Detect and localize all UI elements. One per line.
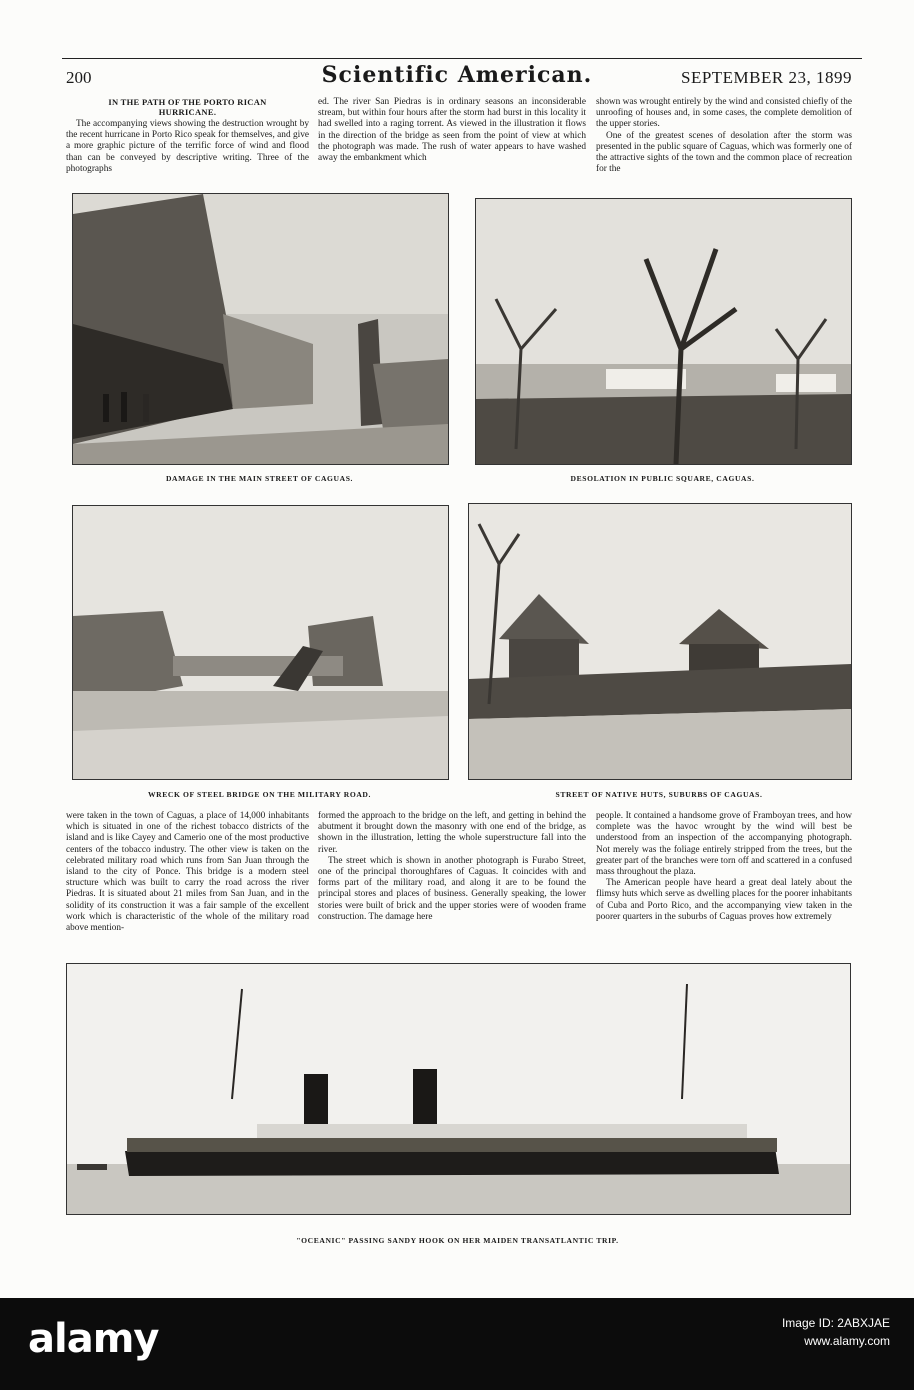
top-rule — [62, 58, 862, 59]
image-id: Image ID: 2ABXJAE — [781, 1316, 890, 1330]
article-mid-column-2 — [318, 811, 586, 923]
caption-photo-1: DAMAGE IN THE MAIN STREET OF CAGUAS. — [165, 474, 354, 483]
caption-photo-2: DESOLATION IN PUBLIC SQUARE, CAGUAS. — [570, 474, 755, 483]
caption-photo-4: STREET OF NATIVE HUTS, SUBURBS OF CAGUAS. — [555, 790, 763, 799]
article-paragraph: formed the approach to the bridge on the left, and getting in behind the abutment it brought down the masonry with one end of the bridge, as shown in the illustration, letting the whole superstructure fall into the river. — [318, 811, 586, 855]
article-paragraph: shown was wrought entirely by the wind and consisted chiefly of the unroofing of houses and, in some cases, the complete demolition of the upper stories. — [596, 97, 852, 130]
article-top-column-3 — [596, 97, 852, 175]
article-top-column-1 — [66, 97, 309, 175]
photo-public-square-caguas — [475, 198, 852, 465]
article-paragraph: The American people have heard a great deal lately about the flimsy huts which serve as dwelling places for the poorer inhabitants of Cuba and Porto Rico, and the accompanying view taken in the poorer quarters in the suburbs of Caguas proves how extremely — [596, 878, 852, 922]
caption-photo-3: WRECK OF STEEL BRIDGE ON THE MILITARY ROAD. — [147, 790, 371, 799]
photo-native-huts — [468, 503, 852, 780]
article-top-column-2 — [318, 97, 586, 164]
article-title: IN THE PATH OF THE PORTO RICAN HURRICANE. — [108, 97, 267, 117]
caption-photo-5: "OCEANIC" PASSING SANDY HOOK ON HER MAIDEN TRANSATLANTIC TRIP. — [296, 1236, 619, 1245]
photo-main-street-caguas — [72, 193, 449, 465]
article-paragraph: The accompanying views showing the destruction wrought by the recent hurricane in Porto Rico speak for themselves, and give a more graphic picture of the terrific force of wind and flood than can be conveyed by descriptive writing. Three of the photographs — [66, 119, 309, 174]
image-id-block — [782, 1314, 890, 1350]
page-number: 200 — [66, 68, 92, 87]
article-mid-column-1 — [66, 811, 309, 934]
alamy-logo: alamy — [28, 1316, 159, 1362]
article-paragraph: people. It contained a handsome grove of Framboyan trees, and how complete was the havoc wrought by the wind will best be understood from an inspection of the accompanying photograph. Not merely was the foliage entirely stripped from the trees, but the greater part of the branches were torn off and scattered in a confused mass throughout the plaza. — [596, 811, 852, 878]
photo-steel-bridge-wreck — [72, 505, 449, 780]
article-paragraph: The street which is shown in another photograph is Furabo Street, one of the principal thoroughfares of Caguas. It coincides with and forms part of the military road, and along it are to be found the principal stores and places of business. Generally speaking, the lower stories were built of brick and the upper stories were of wooden frame construction. The damage here — [318, 855, 586, 922]
alamy-url: www.alamy.com — [804, 1334, 890, 1348]
article-mid-column-3 — [596, 811, 852, 923]
masthead: Scientific American. — [321, 62, 593, 88]
article-paragraph: ed. The river San Piedras is in ordinary seasons an inconsiderable stream, but within four hours after the storm had burst in this locality it had swelled into a raging torrent. As viewed in the illustration it flows in the direction of the bridge as seen from the point of view at which the photograph was made. The rush of water appears to have washed away the embankment which — [318, 97, 586, 164]
article-paragraph: One of the greatest scenes of desolation after the storm was presented in the public square of Caguas, which was formerly one of the attractive sights of the town and the common place of recreation for the — [596, 130, 852, 175]
stock-watermark-bar — [0, 1298, 914, 1390]
issue-date: SEPTEMBER 23, 1899 — [681, 68, 852, 87]
photo-oceanic-steamship — [66, 963, 851, 1215]
article-paragraph: were taken in the town of Caguas, a place of 14,000 inhabitants which is situated in one of the richest tobacco districts of the island and is like Cayey and Camerio one of the most productive centers of the tobacco industry. The other view is taken on the celebrated military road which runs from San Juan through the island to the city of Ponce. This bridge is a modern steel structure which was built to carry the road across the river Piedras. It is situated about 21 miles from San Juan, and in the solidity of its construction it was a fair sample of the excellent work which is characteristic of the whole of the military road above mention- — [66, 811, 309, 934]
